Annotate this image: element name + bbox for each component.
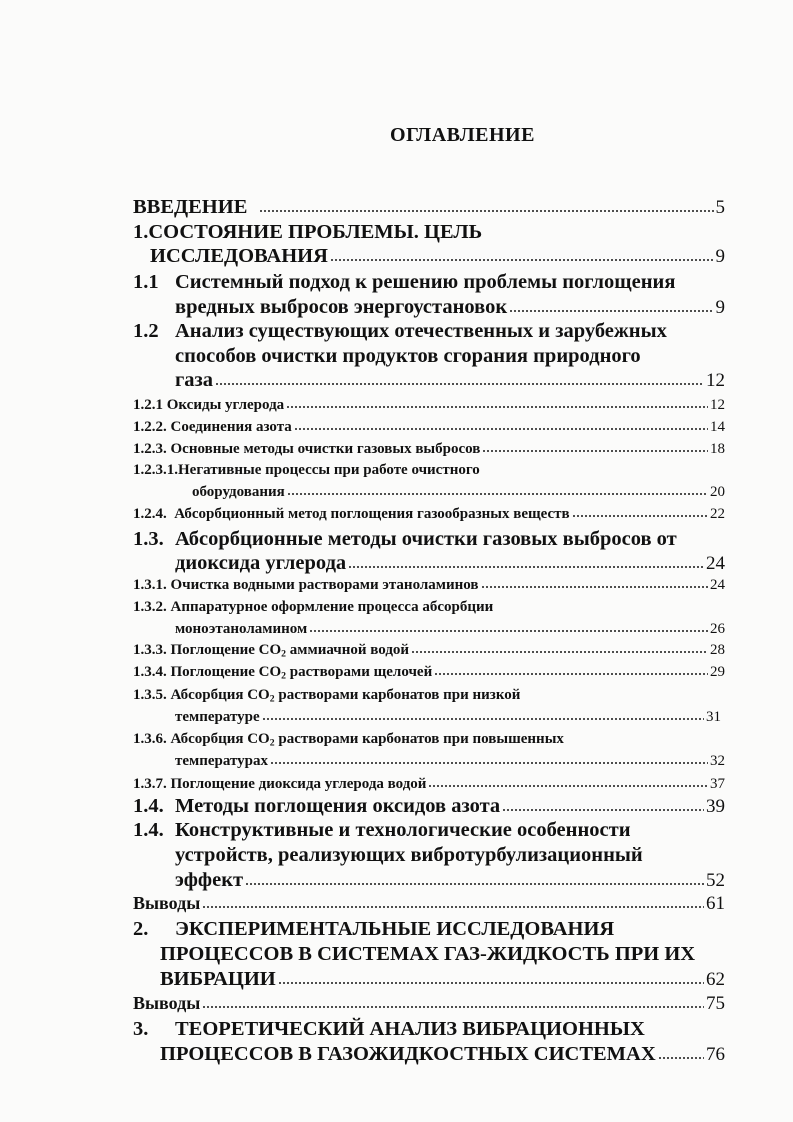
- toc-page: 52: [706, 870, 725, 891]
- toc-text: Абсорбция CO: [170, 687, 270, 703]
- dot-leader: [270, 761, 708, 765]
- toc-number: 1.2.4.: [133, 506, 167, 522]
- toc-number: 1.4.: [133, 795, 164, 817]
- toc-entry-1-2-1[interactable]: [133, 397, 725, 417]
- toc-page: 9: [715, 297, 725, 318]
- subscript: 2: [269, 693, 275, 705]
- toc-entry-1-2-3-1[interactable]: [133, 462, 725, 482]
- subscript: 2: [281, 670, 287, 682]
- toc-entry-1-3-2-cont[interactable]: [175, 621, 725, 641]
- toc-number: 1.3.4.: [133, 664, 167, 680]
- toc-text: Основные методы очистки газовых выбросов: [170, 441, 481, 457]
- toc-text: температуре: [175, 709, 260, 725]
- toc-text: Поглощение CO: [170, 642, 282, 658]
- toc-number: 1.1: [133, 271, 159, 293]
- toc-entry-1-1[interactable]: [133, 271, 725, 297]
- toc-number: 1.3.5.: [133, 687, 167, 703]
- toc-page: 14: [710, 419, 725, 435]
- toc-text: растворами щелочей: [286, 664, 433, 680]
- toc-page: 29: [710, 664, 725, 680]
- toc-page: 9: [715, 246, 725, 267]
- dot-leader: [287, 492, 708, 496]
- toc-number: 1.3.: [133, 528, 164, 550]
- dot-leader: [294, 427, 708, 431]
- toc-page: 31: [706, 709, 721, 725]
- toc-text: Оксиды углерода: [166, 397, 285, 413]
- toc-text: ПРОЦЕССОВ В СИСТЕМАХ ГАЗ-ЖИДКОСТЬ ПРИ ИХ: [160, 943, 696, 965]
- toc-text: Поглощение диоксида углерода водой: [170, 776, 427, 792]
- toc-entry-1-2-cont2[interactable]: [175, 369, 725, 395]
- toc-entry-1[interactable]: [133, 221, 725, 247]
- toc-entry-3[interactable]: [133, 1018, 725, 1044]
- toc-text: Методы поглощения оксидов азота: [175, 795, 501, 817]
- dot-leader: [262, 717, 704, 721]
- toc-text: вредных выбросов энергоустановок: [175, 296, 508, 318]
- toc-entry-1-2[interactable]: [133, 320, 725, 346]
- toc-text: ЭКСПЕРИМЕНТАЛЬНЫЕ ИССЛЕДОВАНИЯ: [175, 918, 615, 940]
- toc-page: 18: [710, 441, 725, 457]
- toc-number: 1.2: [133, 320, 159, 342]
- dot-leader: [658, 1056, 704, 1060]
- toc-page: 26: [710, 621, 725, 637]
- dot-leader: [411, 650, 708, 654]
- toc-text: Конструктивные и технологические особенности: [175, 819, 631, 841]
- dot-leader: [286, 405, 708, 409]
- toc-text: Поглощение CO: [170, 664, 282, 680]
- toc-number: 1.3.1.: [133, 577, 167, 593]
- subscript: 2: [281, 648, 287, 660]
- toc-text: Анализ существующих отечественных и зарубежных: [175, 320, 667, 342]
- dot-leader: [428, 784, 708, 788]
- toc-entry-2-cont2[interactable]: [160, 968, 725, 994]
- dot-leader: [572, 514, 708, 518]
- toc-entry-1-2-2[interactable]: [133, 419, 725, 439]
- toc-number: 1.: [133, 221, 149, 243]
- dot-leader: [502, 808, 704, 812]
- toc-text: ВВЕДЕНИЕ: [133, 196, 248, 218]
- dot-leader: [481, 585, 708, 589]
- dot-leader: [348, 565, 704, 569]
- toc-entry-1-3[interactable]: [133, 528, 725, 554]
- page-title: ОГЛАВЛЕНИЕ: [390, 124, 535, 146]
- toc-text: оборудования: [192, 484, 285, 500]
- toc-page: 37: [710, 776, 725, 792]
- toc-number: 1.2.3.1.: [133, 462, 178, 478]
- dot-leader: [278, 981, 704, 985]
- toc-text: Выводы: [133, 993, 201, 1013]
- toc-text: температурах: [175, 753, 269, 769]
- toc-entry-1-3-2[interactable]: [133, 599, 725, 619]
- toc-text: ПРОЦЕССОВ В ГАЗОЖИДКОСТНЫХ СИСТЕМАХ: [160, 1043, 656, 1065]
- dot-leader: [202, 1005, 704, 1009]
- toc-entry-1-3-4[interactable]: [133, 664, 725, 684]
- toc-page: 12: [710, 397, 725, 413]
- toc-text: Соединения азота: [170, 419, 292, 435]
- toc-page: 62: [706, 969, 725, 990]
- toc-page: 20: [710, 484, 725, 500]
- toc-entry-conclusions-1[interactable]: [133, 893, 725, 919]
- toc-text: Абсорбция CO: [170, 731, 270, 747]
- toc-entry-1-3-cont[interactable]: [175, 552, 725, 578]
- toc-text: Выводы: [133, 893, 201, 913]
- toc-number: 1.4.: [133, 819, 164, 841]
- toc-text: Абсорбционный метод поглощения газообразных веществ: [174, 506, 570, 522]
- toc-number: 1.3.7.: [133, 776, 167, 792]
- toc-page: 5: [715, 197, 725, 218]
- toc-text: диоксида углерода: [175, 552, 347, 574]
- toc-text: эффект: [175, 869, 244, 891]
- toc-text: растворами карбонатов при повышенных: [274, 731, 564, 747]
- dot-leader: [202, 905, 704, 909]
- toc-number: 3.: [133, 1018, 149, 1040]
- toc-entry-3-cont[interactable]: [160, 1043, 725, 1069]
- dot-leader: [245, 882, 704, 886]
- toc-entry-2-cont: [160, 943, 725, 969]
- toc-text: СОСТОЯНИЕ ПРОБЛЕМЫ. ЦЕЛЬ: [148, 221, 483, 243]
- toc-number: 2.: [133, 918, 149, 940]
- toc-number: 1.2.1: [133, 397, 163, 413]
- toc-entry-1-3-6-cont[interactable]: [175, 753, 725, 773]
- toc-entry-1-3-5[interactable]: [133, 687, 725, 707]
- toc-text: Очистка водными растворами этаноламинов: [170, 577, 479, 593]
- subscript: 2: [269, 737, 275, 749]
- toc-text: устройств, реализующих вибротурбулизационный: [175, 844, 643, 866]
- toc-page: 39: [706, 796, 725, 817]
- toc-page: 24: [710, 577, 725, 593]
- dot-leader: [330, 258, 714, 262]
- toc-number: 1.2.3.: [133, 441, 167, 457]
- toc-entry-1-3-7[interactable]: [133, 776, 725, 796]
- toc-page: 32: [710, 753, 725, 769]
- dot-leader: [259, 209, 713, 213]
- toc-text: способов очистки продуктов сгорания природного: [175, 345, 641, 367]
- toc-page: 22: [710, 506, 725, 522]
- toc-entry-1-2-cont: [175, 345, 725, 371]
- toc-text: Абсорбционные методы очистки газовых выбросов от: [175, 528, 677, 550]
- toc-entry-1-4-b[interactable]: [133, 819, 725, 845]
- toc-entry-conclusions-2[interactable]: [133, 993, 725, 1019]
- toc-entry-1-4[interactable]: [133, 795, 725, 821]
- toc-text: моноэтаноламином: [175, 621, 308, 637]
- toc-entry-1-2-4[interactable]: [133, 506, 725, 526]
- toc-text: газа: [175, 369, 214, 391]
- toc-page: 28: [710, 642, 725, 658]
- dot-leader: [434, 672, 708, 676]
- toc-entry-1-1-cont[interactable]: [175, 296, 725, 322]
- toc-entry-1-3-6[interactable]: [133, 731, 725, 751]
- toc-entry-1-2-3-1-cont[interactable]: [192, 484, 725, 504]
- toc-text: Аппаратурное оформление процесса абсорбции: [170, 599, 494, 615]
- toc-page: 61: [706, 893, 725, 914]
- toc-number: 1.2.2.: [133, 419, 167, 435]
- toc-text: ИССЛЕДОВАНИЯ: [150, 245, 328, 267]
- toc-number: 1.3.2.: [133, 599, 167, 615]
- dot-leader: [309, 629, 708, 633]
- toc-entry-1-2-3[interactable]: [133, 441, 725, 461]
- toc-entry-2[interactable]: [133, 918, 725, 944]
- toc-text: растворами карбонатов при низкой: [274, 687, 521, 703]
- toc-entry-1-4-b-cont: [175, 844, 725, 870]
- dot-leader: [509, 309, 713, 313]
- toc-text: аммиачной водой: [286, 642, 410, 658]
- toc-text: Негативные процессы при работе очистного: [178, 462, 480, 478]
- toc-entry-1-3-3[interactable]: [133, 642, 725, 662]
- toc-entry-1-3-5-cont[interactable]: [175, 709, 721, 729]
- toc-page: 75: [706, 993, 725, 1014]
- toc-entry-1-4-b-cont2[interactable]: [175, 869, 725, 895]
- toc-entry-1-3-1[interactable]: [133, 577, 725, 597]
- toc-text: ТЕОРЕТИЧЕСКИЙ АНАЛИЗ ВИБРАЦИОННЫХ: [175, 1018, 645, 1040]
- toc-page: 12: [706, 370, 725, 391]
- toc-page: 76: [706, 1044, 725, 1065]
- toc-page: 24: [706, 553, 725, 574]
- dot-leader: [215, 382, 704, 386]
- toc-entry-1-cont[interactable]: [150, 245, 725, 271]
- toc-text: ВИБРАЦИИ: [160, 968, 276, 990]
- toc-number: 1.3.3.: [133, 642, 167, 658]
- toc-text: Системный подход к решению проблемы поглощения: [175, 271, 676, 293]
- dot-leader: [482, 449, 708, 453]
- toc-entry-introduction[interactable]: [133, 196, 725, 222]
- toc-number: 1.3.6.: [133, 731, 167, 747]
